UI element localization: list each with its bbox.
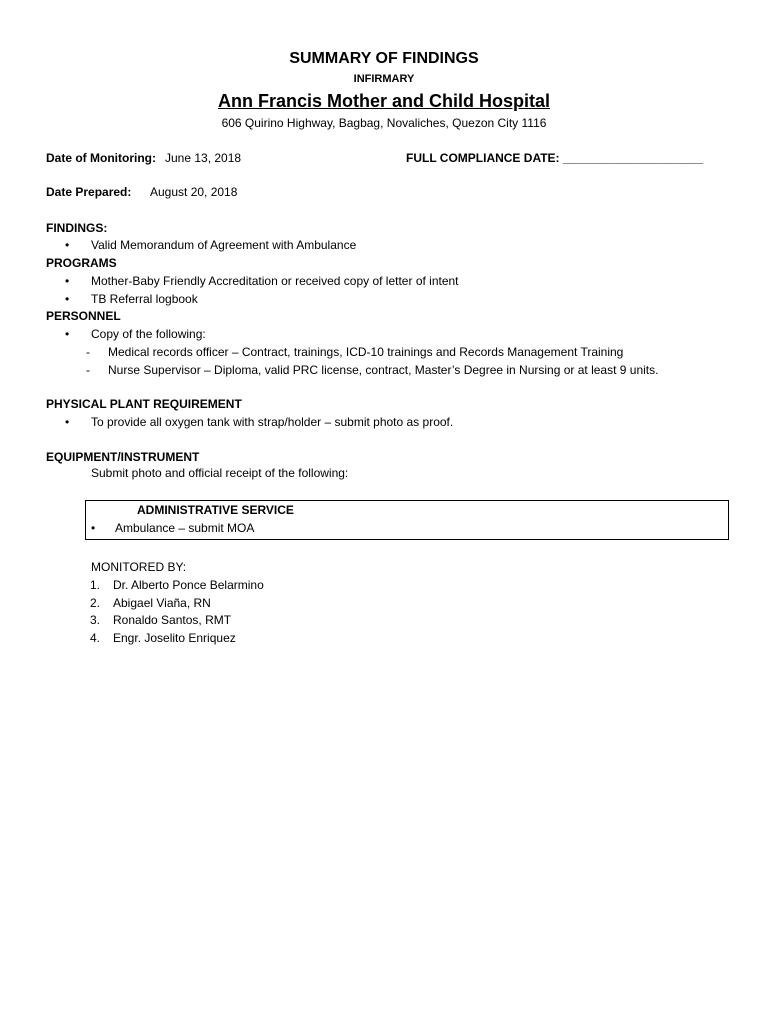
page-subtitle: INFIRMARY [353,73,415,85]
page-title: SUMMARY OF FINDINGS [289,50,479,67]
dash-icon: - [86,363,90,377]
list-number: 4. [90,631,101,645]
date-prepared-label: Date Prepared: [46,185,132,199]
bullet-icon: • [65,327,70,341]
date-monitoring-label: Date of Monitoring: [46,151,156,165]
dash-icon: - [86,345,90,359]
bullet-icon: • [91,521,96,535]
monitor-name: Engr. Joselito Enriquez [113,631,236,645]
date-monitoring-value: June 13, 2018 [165,151,242,165]
administrative-service-item-text: Ambulance – submit MOA [115,521,255,535]
bullet-icon: • [65,415,70,429]
bullet-icon: • [65,292,70,306]
monitor-name: Ronaldo Santos, RMT [113,613,232,627]
equipment-heading: EQUIPMENT/INSTRUMENT [46,450,200,464]
programs-item-text: Mother-Baby Friendly Accreditation or received copy of letter of intent [91,274,459,288]
list-number: 3. [90,613,101,627]
personnel-heading: PERSONNEL [46,309,121,323]
administrative-service-title: ADMINISTRATIVE SERVICE [137,503,294,517]
monitored-by-heading: MONITORED BY: [91,560,187,574]
equipment-note: Submit photo and official receipt of the following: [91,466,349,480]
physical-plant-item-text: To provide all oxygen tank with strap/holder – submit photo as proof. [91,415,454,429]
full-compliance-date: FULL COMPLIANCE DATE: _____________________ [406,151,704,165]
list-number: 1. [90,578,101,592]
personnel-item-text: Copy of the following: [91,327,206,341]
monitor-name: Dr. Alberto Ponce Belarmino [113,578,264,592]
physical-plant-heading: PHYSICAL PLANT REQUIREMENT [46,397,242,411]
programs-item-text: TB Referral logbook [91,292,198,306]
date-prepared-value: August 20, 2018 [150,185,238,199]
bullet-icon: • [65,238,70,252]
personnel-subitem-text: Nurse Supervisor – Diploma, valid PRC license, contract, Master’s Degree in Nursing or at least 9 units. [108,363,659,377]
findings-heading: FINDINGS: [46,221,108,235]
administrative-service-box [85,500,729,540]
programs-heading: PROGRAMS [46,256,117,270]
hospital-address: 606 Quirino Highway, Bagbag, Novaliches, Quezon City 1116 [221,116,547,130]
monitor-name: Abigael Viaña, RN [113,596,211,610]
list-number: 2. [90,596,101,610]
bullet-icon: • [65,274,70,288]
findings-item-text: Valid Memorandum of Agreement with Ambulance [91,238,357,252]
personnel-subitem-text: Medical records officer – Contract, trainings, ICD-10 trainings and Records Management Training [108,345,624,359]
hospital-name: Ann Francis Mother and Child Hospital [217,91,550,111]
